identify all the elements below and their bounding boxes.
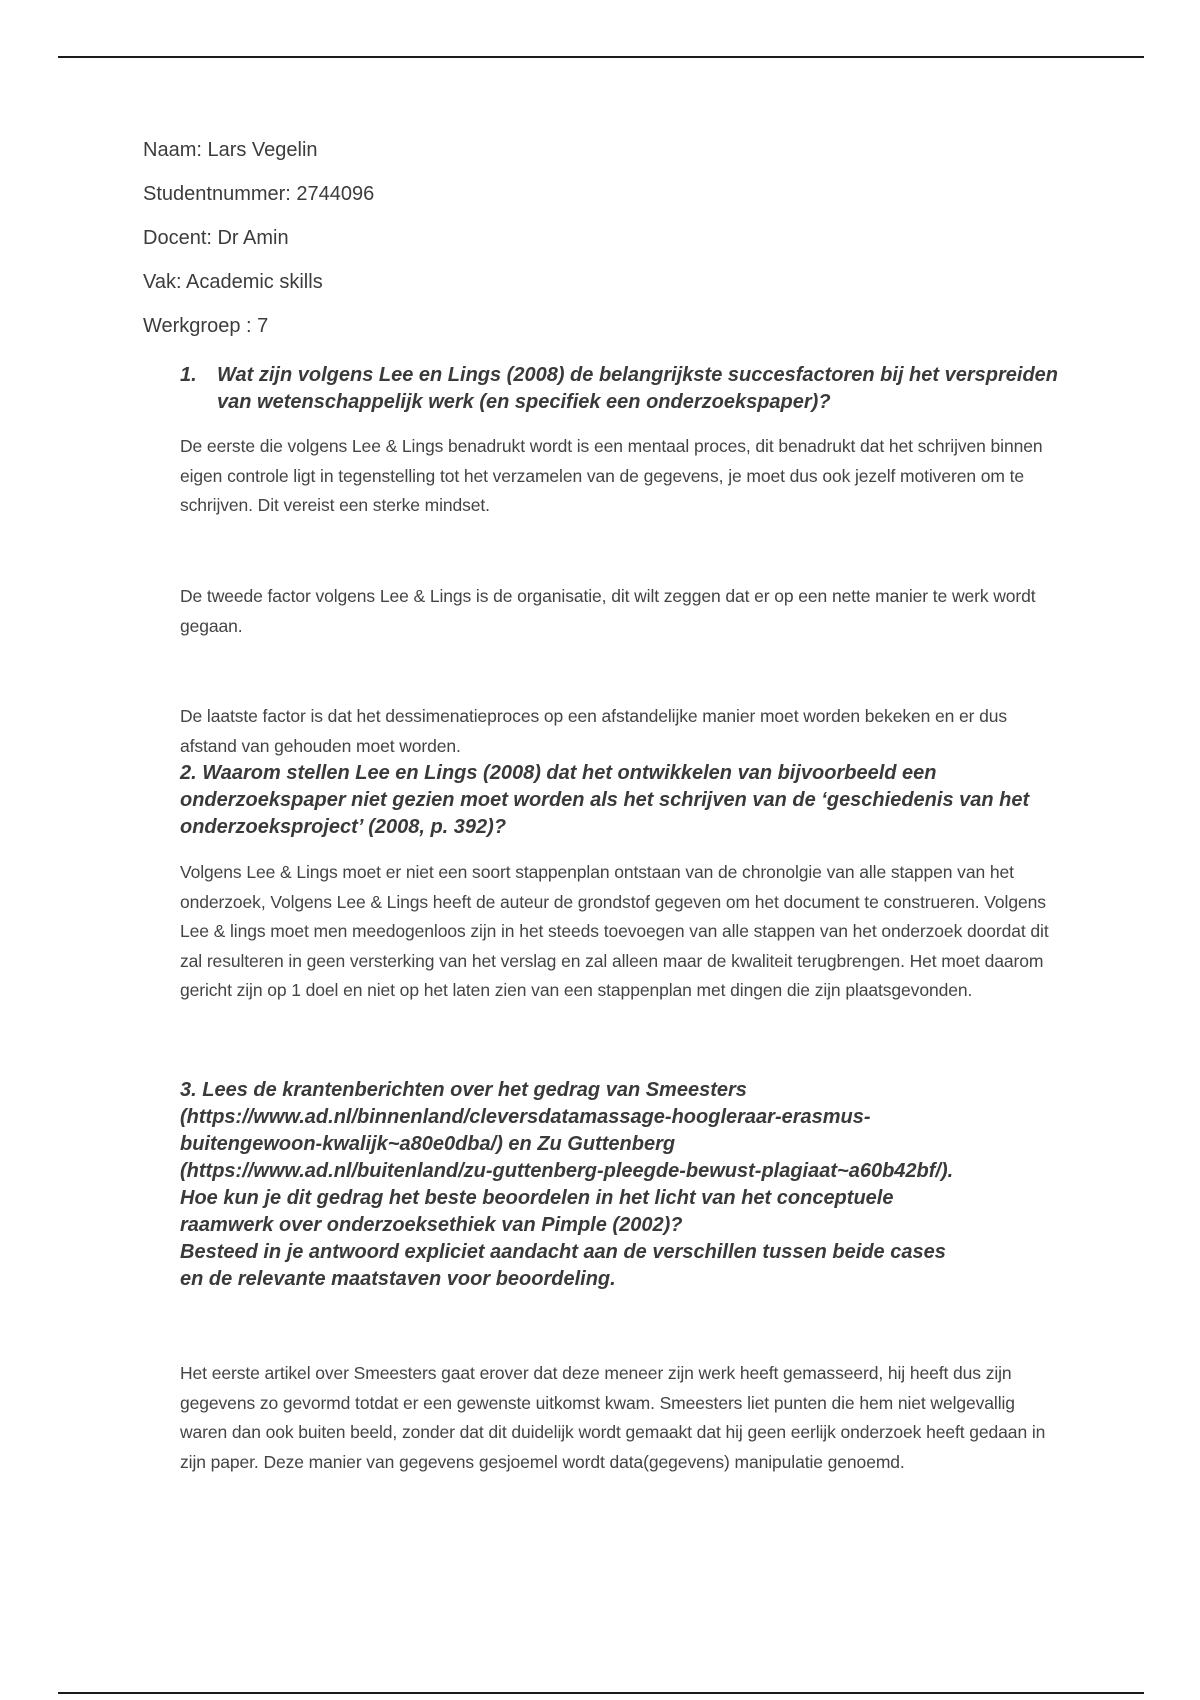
answer-1-paragraph-3-block: [180, 702, 1060, 761]
question-2: [180, 760, 1060, 841]
question-1: [180, 362, 1060, 416]
workgroup-line: Werkgroep : 7: [143, 315, 269, 337]
name-line: Naam: Lars Vegelin: [143, 139, 318, 161]
bottom-rule: [58, 1692, 1144, 1694]
answer-2-paragraph: Volgens Lee & Lings moet er niet een soort stappenplan ontstaan van de chronolgie van alle stappen van het onderzoek, Volgens Lee & Lings heeft de auteur de grondstof gegeven om het document te construeren. Volgens Lee & lings moet men meedogenloos zijn in het steeds toevoegen van alle stappen van het onderzoek doordat dit zal resulteren in geen versterking van het verslag en zal alleen maar de kwaliteit terugbrengen. Het moet daarom gericht zijn op 1 doel en niet op het laten zien van een stappenplan met dingen die zijn plaatsgevonden.: [180, 862, 1049, 1000]
answer-1-paragraph-1-block: [180, 432, 1060, 521]
question-1-text: Wat zijn volgens Lee en Lings (2008) de belangrijkste succesfactoren bij het verspreiden van wetenschappelijk werk (en specifiek een onderzoekspaper)?: [217, 364, 1059, 413]
student-info: [143, 138, 374, 358]
question-2-text: 2. Waarom stellen Lee en Lings (2008) dat het ontwikkelen van bijvoorbeeld een onderzoekspaper niet gezien moet worden als het schrijven van de ‘geschiedenis van het onderzoeksproject’ (2008, p. 392)?: [180, 762, 1030, 838]
answer-3-block: [180, 1359, 1060, 1477]
teacher-line: Docent: Dr Amin: [143, 227, 289, 249]
answer-1-paragraph-3: De laatste factor is dat het dessimenatieproces op een afstandelijke manier moet worden bekeken en er dus afstand van gehouden moet worden.: [180, 706, 1008, 756]
question-1-number: 1.: [180, 364, 197, 386]
answer-1-paragraph-2: De tweede factor volgens Lee & Lings is de organisatie, dit wilt zeggen dat er op een nette manier te werk wordt gegaan.: [180, 586, 1036, 636]
question-3-line: Besteed in je antwoord expliciet aandacht aan de verschillen tussen beide cases: [180, 1241, 946, 1263]
answer-2-block: [180, 858, 1060, 1006]
question-3-line: en de relevante maatstaven voor beoordeling.: [180, 1268, 616, 1290]
course-line: Vak: Academic skills: [143, 271, 323, 293]
question-3-line: Hoe kun je dit gedrag het beste beoordelen in het licht van het conceptuele: [180, 1187, 894, 1209]
question-3-line: raamwerk over onderzoeksethiek van Pimple (2002)?: [180, 1214, 683, 1236]
answer-3-paragraph: Het eerste artikel over Smeesters gaat erover dat deze meneer zijn werk heeft gemasseerd, hij heeft dus zijn gegevens zo gevormd totdat er een gewenste uitkomst kwam. Smeesters liet punten die hem niet welgevallig waren dan ook buiten beeld, zonder dat dit duidelijk wordt gemaakt dat hij geen eerlijk onderzoek heeft gedaan in zijn paper. Deze manier van gegevens gesjoemel wordt data(gegevens) manipulatie genoemd.: [180, 1363, 1046, 1472]
question-3-line: (https://www.ad.nl/buitenland/zu-guttenberg-pleegde-bewust-plagiaat~a60b42bf/).: [180, 1160, 954, 1182]
question-3-line: buitengewoon-kwalijk~a80e0dba/) en Zu Guttenberg: [180, 1133, 676, 1155]
question-3-line: (https://www.ad.nl/binnenland/cleversdatamassage-hoogleraar-erasmus-: [180, 1106, 871, 1128]
top-rule: [58, 56, 1144, 58]
student-number-line: Studentnummer: 2744096: [143, 183, 375, 205]
answer-1-paragraph-1: De eerste die volgens Lee & Lings benadrukt wordt is een mentaal proces, dit benadrukt dat het schrijven binnen eigen controle ligt in tegenstelling tot het verzamelen van de gegevens, je moet dus ook jezelf motiveren om te schrijven. Dit vereist een sterke mindset.: [180, 436, 1043, 515]
question-3: [180, 1077, 1080, 1293]
answer-1-paragraph-2-block: [180, 582, 1060, 641]
question-3-line: 3. Lees de krantenberichten over het gedrag van Smeesters: [180, 1079, 747, 1101]
